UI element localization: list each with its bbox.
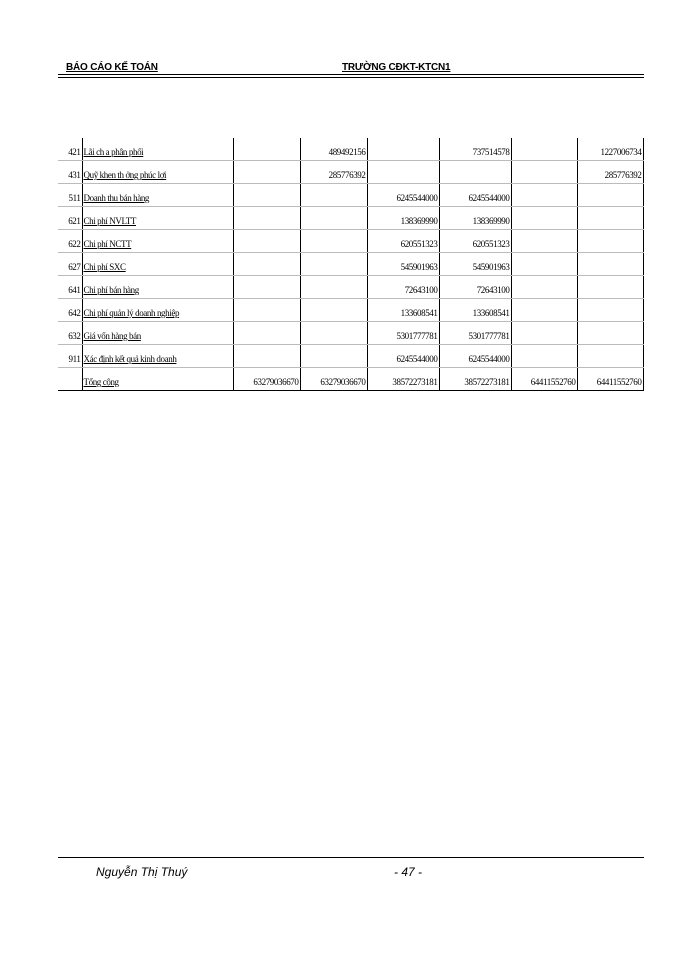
- amount-cell-c6: [577, 207, 643, 230]
- amount-cell-c4: 133608541: [439, 299, 511, 322]
- amount-cell-c1: [233, 207, 300, 230]
- amount-cell-c2: [300, 207, 367, 230]
- table-row: [58, 322, 643, 345]
- table-row: [58, 138, 643, 161]
- amount-cell-c3: 5301777781: [367, 322, 439, 345]
- amount-cell-c1: [233, 253, 300, 276]
- total-amount-c1: 63279036670: [233, 368, 300, 391]
- header-rule-top: [58, 74, 644, 75]
- amount-cell-c3: [367, 138, 439, 161]
- account-name: Giá vốn hàng bán: [82, 322, 233, 345]
- footer-rule: [58, 857, 644, 858]
- amount-cell-c3: 6245544000: [367, 184, 439, 207]
- account-name: Chi phí NCTT: [82, 230, 233, 253]
- amount-cell-c4: [439, 161, 511, 184]
- amount-cell-c1: [233, 299, 300, 322]
- amount-cell-c4: 6245544000: [439, 345, 511, 368]
- account-code: 627: [58, 253, 82, 276]
- account-name: Lãi ch a phân phối: [82, 138, 233, 161]
- amount-cell-c3: 133608541: [367, 299, 439, 322]
- amount-cell-c1: [233, 184, 300, 207]
- amount-cell-c1: [233, 345, 300, 368]
- amount-cell-c3: [367, 161, 439, 184]
- account-name: Chi phí NVLTT: [82, 207, 233, 230]
- account-code: 431: [58, 161, 82, 184]
- total-amount-c6: 64411552760: [577, 368, 643, 391]
- amount-cell-c3: 138369990: [367, 207, 439, 230]
- amount-cell-c4: 620551323: [439, 230, 511, 253]
- amount-cell-c6: 285776392: [577, 161, 643, 184]
- amount-cell-c1: [233, 138, 300, 161]
- table-row: [58, 230, 643, 253]
- amount-cell-c5: [511, 230, 577, 253]
- amount-cell-c3: 545901963: [367, 253, 439, 276]
- account-code: 642: [58, 299, 82, 322]
- account-name: Doanh thu bán hàng: [82, 184, 233, 207]
- amount-cell-c2: 285776392: [300, 161, 367, 184]
- account-name: Chi phí bán hàng: [82, 276, 233, 299]
- amount-cell-c2: [300, 299, 367, 322]
- header-school-name: TRƯỜNG CĐKT-KTCN1: [342, 62, 451, 73]
- table-row: [58, 161, 643, 184]
- table-row: [58, 276, 643, 299]
- amount-cell-c6: [577, 276, 643, 299]
- account-code: 632: [58, 322, 82, 345]
- table-row: [58, 207, 643, 230]
- amount-cell-c5: [511, 299, 577, 322]
- amount-cell-c4: 138369990: [439, 207, 511, 230]
- table-row: [58, 253, 643, 276]
- total-row: [58, 368, 643, 391]
- amount-cell-c6: [577, 322, 643, 345]
- ledger-body: [58, 138, 643, 391]
- amount-cell-c2: 489492156: [300, 138, 367, 161]
- account-name: Xác định kết quả kinh doanh: [82, 345, 233, 368]
- account-code: 421: [58, 138, 82, 161]
- amount-cell-c2: [300, 276, 367, 299]
- total-amount-c3: 38572273181: [367, 368, 439, 391]
- header-rule-bottom: [58, 77, 644, 78]
- amount-cell-c2: [300, 345, 367, 368]
- amount-cell-c5: [511, 184, 577, 207]
- amount-cell-c6: [577, 299, 643, 322]
- amount-cell-c4: 6245544000: [439, 184, 511, 207]
- amount-cell-c2: [300, 322, 367, 345]
- amount-cell-c2: [300, 184, 367, 207]
- account-code: 641: [58, 276, 82, 299]
- account-code: 622: [58, 230, 82, 253]
- amount-cell-c3: 620551323: [367, 230, 439, 253]
- amount-cell-c6: 1227006734: [577, 138, 643, 161]
- amount-cell-c5: [511, 253, 577, 276]
- footer-page-number: - 47 -: [394, 865, 423, 879]
- table-row: [58, 345, 643, 368]
- amount-cell-c6: [577, 184, 643, 207]
- amount-cell-c1: [233, 230, 300, 253]
- amount-cell-c1: [233, 276, 300, 299]
- account-code: 911: [58, 345, 82, 368]
- ledger-table: [58, 138, 644, 391]
- table-row: [58, 184, 643, 207]
- amount-cell-c4: 737514578: [439, 138, 511, 161]
- total-account-code: [58, 368, 82, 391]
- amount-cell-c6: [577, 253, 643, 276]
- account-name: Quỹ khen th ởng phúc lợi: [82, 161, 233, 184]
- total-amount-c4: 38572273181: [439, 368, 511, 391]
- amount-cell-c5: [511, 345, 577, 368]
- amount-cell-c1: [233, 161, 300, 184]
- amount-cell-c4: 5301777781: [439, 322, 511, 345]
- amount-cell-c2: [300, 230, 367, 253]
- total-amount-c5: 64411552760: [511, 368, 577, 391]
- account-name: Chi phí quản lý doanh nghiệp: [82, 299, 233, 322]
- amount-cell-c6: [577, 230, 643, 253]
- footer-author: Nguyễn Thị Thuý: [96, 865, 188, 879]
- amount-cell-c5: [511, 276, 577, 299]
- amount-cell-c4: 72643100: [439, 276, 511, 299]
- amount-cell-c5: [511, 161, 577, 184]
- header-report-title: BÁO CÁO KẾ TOÁN: [66, 62, 158, 73]
- amount-cell-c3: 72643100: [367, 276, 439, 299]
- amount-cell-c4: 545901963: [439, 253, 511, 276]
- amount-cell-c5: [511, 322, 577, 345]
- account-code: 511: [58, 184, 82, 207]
- total-label: Tổng cộng: [82, 368, 233, 391]
- amount-cell-c5: [511, 138, 577, 161]
- amount-cell-c3: 6245544000: [367, 345, 439, 368]
- amount-cell-c2: [300, 253, 367, 276]
- amount-cell-c6: [577, 345, 643, 368]
- account-code: 621: [58, 207, 82, 230]
- table-row: [58, 299, 643, 322]
- amount-cell-c5: [511, 207, 577, 230]
- total-amount-c2: 63279036670: [300, 368, 367, 391]
- account-name: Chi phí SXC: [82, 253, 233, 276]
- amount-cell-c1: [233, 322, 300, 345]
